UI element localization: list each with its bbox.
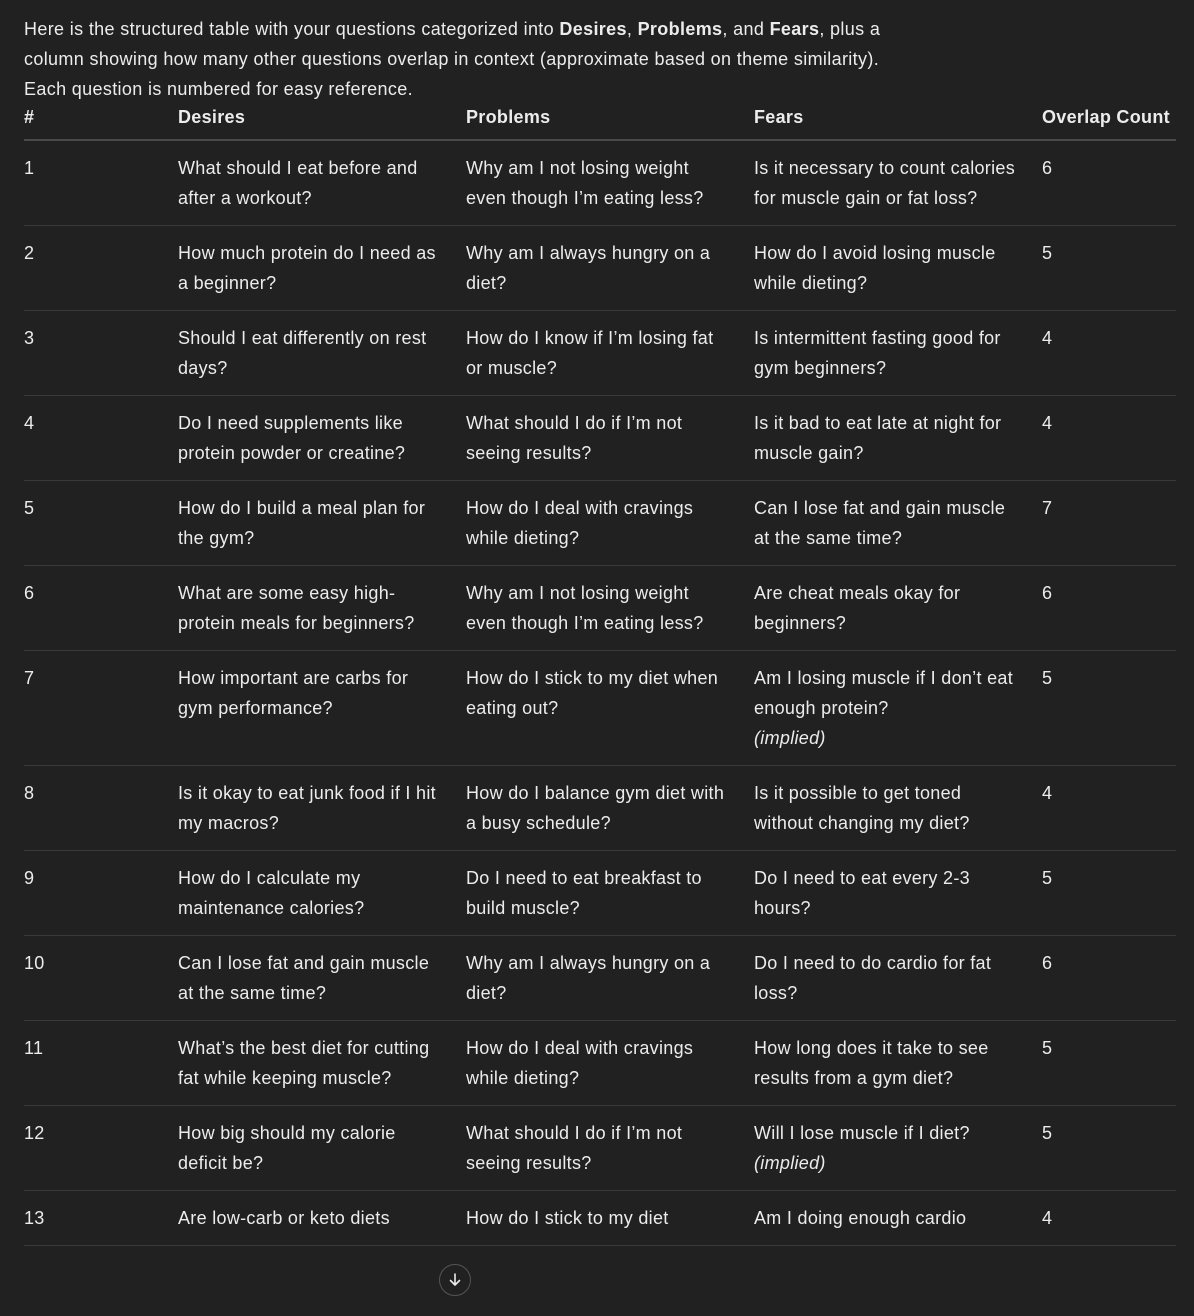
- overlap-count-cell-text: 5: [1042, 1038, 1053, 1058]
- overlap-count-cell: [1042, 396, 1176, 481]
- table-row: [24, 140, 1176, 226]
- intro-paragraph: [24, 14, 884, 104]
- overlap-count-cell-text: 4: [1042, 328, 1053, 348]
- fear-cell-text: Is it necessary to count calories for muscle gain or fat loss?: [754, 158, 1016, 208]
- table-row: [24, 936, 1176, 1021]
- problem-cell: [466, 1021, 754, 1106]
- arrow-down-icon: [447, 1272, 463, 1288]
- table-row: [24, 311, 1176, 396]
- table-row: [24, 1021, 1176, 1106]
- desire-cell: [178, 1021, 466, 1106]
- row-number-text: 13: [24, 1208, 45, 1228]
- problem-cell-text: Why am I always hungry on a diet?: [466, 953, 711, 1003]
- overlap-count-cell-text: 6: [1042, 953, 1053, 973]
- desire-cell: [178, 1106, 466, 1191]
- problem-cell: [466, 651, 754, 766]
- implied-note: (implied): [754, 728, 826, 748]
- table-row: [24, 1191, 1176, 1246]
- problem-cell-text: Why am I not losing weight even though I’m eating less?: [466, 158, 704, 208]
- row-number: [24, 936, 178, 1021]
- intro-problems: Problems: [637, 19, 723, 39]
- problem-cell: [466, 851, 754, 936]
- header-fears: Fears: [754, 107, 1042, 140]
- table-row: [24, 651, 1176, 766]
- desire-cell: [178, 140, 466, 226]
- table-row: [24, 566, 1176, 651]
- desire-cell-text: How much protein do I need as a beginner?: [178, 243, 436, 293]
- overlap-count-cell: [1042, 851, 1176, 936]
- problem-cell-text: What should I do if I’m not seeing results?: [466, 413, 683, 463]
- overlap-count-cell-text: 4: [1042, 783, 1053, 803]
- row-number-text: 11: [24, 1038, 44, 1058]
- intro-sep: ,: [626, 19, 638, 39]
- problem-cell-text: Why am I not losing weight even though I’m eating less?: [466, 583, 704, 633]
- desire-cell-text: Are low-carb or keto diets: [178, 1208, 390, 1228]
- row-number: [24, 1191, 178, 1246]
- fear-cell: [754, 1106, 1042, 1191]
- overlap-count-cell: [1042, 651, 1176, 766]
- row-number-text: 9: [24, 868, 35, 888]
- desire-cell-text: Is it okay to eat junk food if I hit my macros?: [178, 783, 436, 833]
- fear-cell-text: Is intermittent fasting good for gym beginners?: [754, 328, 1001, 378]
- table-row: [24, 396, 1176, 481]
- desire-cell-text: How important are carbs for gym performance?: [178, 668, 409, 718]
- fear-cell: [754, 1191, 1042, 1246]
- desire-cell: [178, 651, 466, 766]
- row-number: [24, 396, 178, 481]
- desire-cell: [178, 481, 466, 566]
- fear-cell: [754, 936, 1042, 1021]
- intro-text: Here is the structured table with your questions categorized into: [24, 19, 560, 39]
- row-number: [24, 566, 178, 651]
- problem-cell: [466, 481, 754, 566]
- overlap-count-cell-text: 5: [1042, 1123, 1053, 1143]
- problem-cell-text: How do I deal with cravings while dieting?: [466, 1038, 694, 1088]
- desire-cell-text: What are some easy high-protein meals for beginners?: [178, 583, 415, 633]
- problem-cell: [466, 936, 754, 1021]
- desire-cell: [178, 566, 466, 651]
- fear-cell-text: Are cheat meals okay for beginners?: [754, 583, 961, 633]
- row-number: [24, 1106, 178, 1191]
- fear-cell-text: Is it bad to eat late at night for muscle gain?: [754, 413, 1002, 463]
- overlap-count-cell: [1042, 936, 1176, 1021]
- row-number: [24, 481, 178, 566]
- fear-cell: [754, 481, 1042, 566]
- problem-cell-text: How do I deal with cravings while dieting?: [466, 498, 694, 548]
- overlap-count-cell: [1042, 1191, 1176, 1246]
- problem-cell: [466, 140, 754, 226]
- problem-cell-text: How do I know if I’m losing fat or muscle?: [466, 328, 714, 378]
- desire-cell: [178, 396, 466, 481]
- row-number-text: 12: [24, 1123, 45, 1143]
- problem-cell-text: What should I do if I’m not seeing results?: [466, 1123, 683, 1173]
- header-number: #: [24, 107, 178, 140]
- row-number-text: 10: [24, 953, 45, 973]
- fear-cell: [754, 226, 1042, 311]
- problem-cell: [466, 226, 754, 311]
- questions-table: [24, 107, 1176, 1246]
- fear-cell-text: How long does it take to see results from a gym diet?: [754, 1038, 989, 1088]
- desire-cell-text: What should I eat before and after a workout?: [178, 158, 418, 208]
- table-row: [24, 481, 1176, 566]
- desire-cell-text: How big should my calorie deficit be?: [178, 1123, 396, 1173]
- problem-cell-text: How do I balance gym diet with a busy schedule?: [466, 783, 725, 833]
- assistant-message: [24, 14, 1176, 1246]
- overlap-count-cell-text: 7: [1042, 498, 1053, 518]
- overlap-count-cell: [1042, 766, 1176, 851]
- fear-cell-text: How do I avoid losing muscle while dieting?: [754, 243, 996, 293]
- fear-cell: [754, 851, 1042, 936]
- fear-cell: [754, 1021, 1042, 1106]
- desire-cell: [178, 1191, 466, 1246]
- row-number: [24, 651, 178, 766]
- overlap-count-cell-text: 5: [1042, 243, 1053, 263]
- header-desires: Desires: [178, 107, 466, 140]
- desire-cell-text: How do I calculate my maintenance calories?: [178, 868, 365, 918]
- fear-cell-text: Am I doing enough cardio: [754, 1208, 967, 1228]
- overlap-count-cell: [1042, 481, 1176, 566]
- fear-cell: [754, 140, 1042, 226]
- table-row: [24, 851, 1176, 936]
- row-number: [24, 851, 178, 936]
- problem-cell-text: How do I stick to my diet: [466, 1208, 669, 1228]
- scroll-to-bottom-button[interactable]: [439, 1264, 471, 1296]
- table-row: [24, 226, 1176, 311]
- row-number-text: 6: [24, 583, 35, 603]
- overlap-count-cell: [1042, 1021, 1176, 1106]
- fear-cell: [754, 396, 1042, 481]
- row-number-text: 4: [24, 413, 35, 433]
- problem-cell: [466, 766, 754, 851]
- row-number-text: 5: [24, 498, 35, 518]
- intro-desires: Desires: [559, 19, 627, 39]
- intro-fears: Fears: [769, 19, 820, 39]
- fear-cell-text: Do I need to eat every 2-3 hours?: [754, 868, 970, 918]
- fear-cell-text: Will I lose muscle if I diet?: [754, 1123, 970, 1143]
- fear-cell-text: Do I need to do cardio for fat loss?: [754, 953, 992, 1003]
- problem-cell: [466, 1191, 754, 1246]
- overlap-count-cell-text: 5: [1042, 668, 1053, 688]
- problem-cell: [466, 396, 754, 481]
- overlap-count-cell-text: 6: [1042, 158, 1053, 178]
- intro-text: , plus a column showing how many other questions overlap in context (approximate based on theme similarity). Each question is numbered for easy reference.: [24, 19, 881, 99]
- row-number: [24, 226, 178, 311]
- row-number: [24, 311, 178, 396]
- fear-cell-text: Is it possible to get toned without changing my diet?: [754, 783, 970, 833]
- overlap-count-cell: [1042, 311, 1176, 396]
- row-number: [24, 766, 178, 851]
- fear-cell-text: Am I losing muscle if I don’t eat enough protein?: [754, 668, 1014, 718]
- problem-cell-text: Do I need to eat breakfast to build muscle?: [466, 868, 702, 918]
- overlap-count-cell-text: 6: [1042, 583, 1053, 603]
- fear-cell: [754, 766, 1042, 851]
- desire-cell: [178, 226, 466, 311]
- problem-cell: [466, 311, 754, 396]
- header-overlap-count: Overlap Count: [1042, 107, 1176, 140]
- overlap-count-cell: [1042, 226, 1176, 311]
- header-problems: Problems: [466, 107, 754, 140]
- row-number-text: 3: [24, 328, 35, 348]
- overlap-count-cell-text: 4: [1042, 1208, 1053, 1228]
- implied-note: (implied): [754, 1153, 826, 1173]
- desire-cell-text: What’s the best diet for cutting fat while keeping muscle?: [178, 1038, 430, 1088]
- desire-cell: [178, 311, 466, 396]
- desire-cell: [178, 936, 466, 1021]
- intro-sep: , and: [722, 19, 770, 39]
- desire-cell-text: How do I build a meal plan for the gym?: [178, 498, 426, 548]
- overlap-count-cell: [1042, 566, 1176, 651]
- problem-cell-text: How do I stick to my diet when eating out?: [466, 668, 719, 718]
- fear-cell: [754, 311, 1042, 396]
- fear-cell-text: Can I lose fat and gain muscle at the same time?: [754, 498, 1006, 548]
- row-number-text: 7: [24, 668, 35, 688]
- problem-cell: [466, 1106, 754, 1191]
- row-number: [24, 140, 178, 226]
- row-number-text: 8: [24, 783, 35, 803]
- overlap-count-cell: [1042, 140, 1176, 226]
- table-row: [24, 766, 1176, 851]
- fear-cell: [754, 566, 1042, 651]
- fear-cell: [754, 651, 1042, 766]
- overlap-count-cell-text: 4: [1042, 413, 1053, 433]
- overlap-count-cell-text: 5: [1042, 868, 1053, 888]
- table-row: [24, 1106, 1176, 1191]
- table-header-row: [24, 107, 1176, 140]
- desire-cell: [178, 851, 466, 936]
- row-number-text: 1: [24, 158, 35, 178]
- desire-cell: [178, 766, 466, 851]
- desire-cell-text: Can I lose fat and gain muscle at the same time?: [178, 953, 430, 1003]
- desire-cell-text: Should I eat differently on rest days?: [178, 328, 427, 378]
- row-number-text: 2: [24, 243, 35, 263]
- row-number: [24, 1021, 178, 1106]
- problem-cell: [466, 566, 754, 651]
- overlap-count-cell: [1042, 1106, 1176, 1191]
- desire-cell-text: Do I need supplements like protein powder or creatine?: [178, 413, 406, 463]
- problem-cell-text: Why am I always hungry on a diet?: [466, 243, 711, 293]
